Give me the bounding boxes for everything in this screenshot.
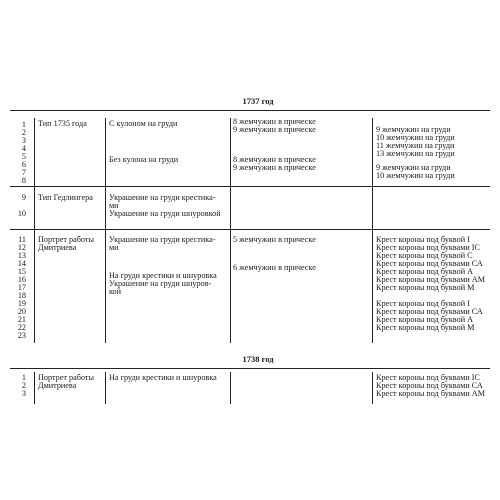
row-number: 7 xyxy=(21,168,26,177)
row-number: 12 xyxy=(17,243,26,252)
group2-decor: Украшение на груди шнуровкой xyxy=(109,209,221,218)
group3-reverse: Крест короны под буквой М xyxy=(376,283,475,292)
group-divider-1 xyxy=(10,186,490,187)
row-number: 1 xyxy=(21,120,26,129)
row-number: 6 xyxy=(21,160,26,169)
year-heading-1737: 1737 год xyxy=(242,96,274,106)
year-heading-1738: 1738 год xyxy=(242,354,274,364)
group3-decor: На груди крестики и шнуровка xyxy=(109,271,217,280)
row-number: 4 xyxy=(21,144,26,153)
section2-column-divider-2 xyxy=(105,372,106,404)
row-number: 11 xyxy=(18,235,26,244)
section2-reverse: Крест короны под буквами СА xyxy=(376,381,483,390)
row-number: 18 xyxy=(17,291,26,300)
group3-decor: кой xyxy=(109,287,122,296)
row-number: 22 xyxy=(17,323,26,332)
group1-decor: Без кулона на груди xyxy=(109,155,179,164)
group1-reverse: 11 жемчужин на груди xyxy=(376,141,455,150)
group3-reverse: Крест короны под буквой М xyxy=(376,323,475,332)
row-number: 15 xyxy=(17,267,26,276)
group1-decor: С кулоном на груди xyxy=(109,119,178,128)
row-number: 23 xyxy=(17,331,26,340)
group1-reverse: 10 жемчужин на груди xyxy=(376,171,455,180)
row-number: 10 xyxy=(17,209,26,218)
row-number: 2 xyxy=(21,128,26,137)
group3-reverse: Крест короны под буквами СА xyxy=(376,307,483,316)
group3-reverse: Крест короны под буквой С xyxy=(376,251,473,260)
row-number: 20 xyxy=(17,307,26,316)
row-number: 3 xyxy=(21,389,26,398)
row-number: 9 xyxy=(21,193,26,202)
group3-decor: Украшение на груди шнуров- xyxy=(109,279,212,288)
section2-top-rule xyxy=(10,368,490,369)
top-rule xyxy=(10,110,490,111)
column-divider-1 xyxy=(34,118,35,343)
group1-hair: 8 жемчужин в прическе xyxy=(233,155,316,164)
group3-reverse: Крест короны под буквой А xyxy=(376,315,474,324)
section2-column-divider-3 xyxy=(230,372,231,404)
column-divider-4 xyxy=(372,118,373,343)
group1-reverse: 13 жемчужин на груди xyxy=(376,149,455,158)
group3-reverse: Крест короны под буквами IC xyxy=(376,243,480,252)
group1-hair: 8 жемчужин в прическе xyxy=(233,117,316,126)
group-divider-2 xyxy=(10,229,490,230)
group2-decor: ми xyxy=(109,201,119,210)
group3-type: Портрет работы xyxy=(38,235,94,244)
group1-reverse: 9 жемчужин на груди xyxy=(376,163,451,172)
row-number: 3 xyxy=(21,136,26,145)
group3-reverse: Крест короны под буквой I xyxy=(376,299,470,308)
section2-column-divider-1 xyxy=(34,372,35,404)
group3-type: Дмитриева xyxy=(38,243,77,252)
section2-decor: На груди крестики и шнуровка xyxy=(109,373,217,382)
group3-hair: 6 жемчужин в прическе xyxy=(233,263,316,272)
group2-type: Тип Гедлингера xyxy=(38,193,93,202)
section2-reverse: Крест короны под буквами IC xyxy=(376,373,480,382)
group3-reverse: Крест короны под буквой I xyxy=(376,235,470,244)
row-number: 1 xyxy=(21,373,26,382)
column-divider-3 xyxy=(230,118,231,343)
row-number: 14 xyxy=(17,259,26,268)
section2-reverse: Крест короны под буквами АМ xyxy=(376,389,485,398)
row-number: 17 xyxy=(17,283,26,292)
group1-reverse: 9 жемчужин на груди xyxy=(376,125,451,134)
section2-type: Портрет работы xyxy=(38,373,94,382)
row-number: 5 xyxy=(21,152,26,161)
group3-hair: 5 жемчужин в прическе xyxy=(233,235,316,244)
row-number: 21 xyxy=(17,315,26,324)
group1-type: Тип 1735 года xyxy=(38,119,87,128)
group1-reverse: 10 жемчужин на груди xyxy=(376,133,455,142)
column-divider-2 xyxy=(105,118,106,343)
group3-reverse: Крест короны под буквой А xyxy=(376,267,474,276)
row-number: 8 xyxy=(21,176,26,185)
row-number: 13 xyxy=(17,251,26,260)
row-number: 2 xyxy=(21,381,26,390)
group1-hair: 9 жемчужин в прическе xyxy=(233,163,316,172)
group3-decor: Украшение на груди крестика- xyxy=(109,235,216,244)
group3-decor: ми xyxy=(109,243,119,252)
section2-type: Дмитриева xyxy=(38,381,77,390)
group1-hair: 9 жемчужин в прическе xyxy=(233,125,316,134)
row-number: 16 xyxy=(17,275,26,284)
group3-reverse: Крест короны под буквами АМ xyxy=(376,275,485,284)
row-number: 19 xyxy=(17,299,26,308)
group3-reverse: Крест короны под буквами СА xyxy=(376,259,483,268)
section2-column-divider-4 xyxy=(372,372,373,404)
group2-decor: Украшение на груди крестика- xyxy=(109,193,216,202)
